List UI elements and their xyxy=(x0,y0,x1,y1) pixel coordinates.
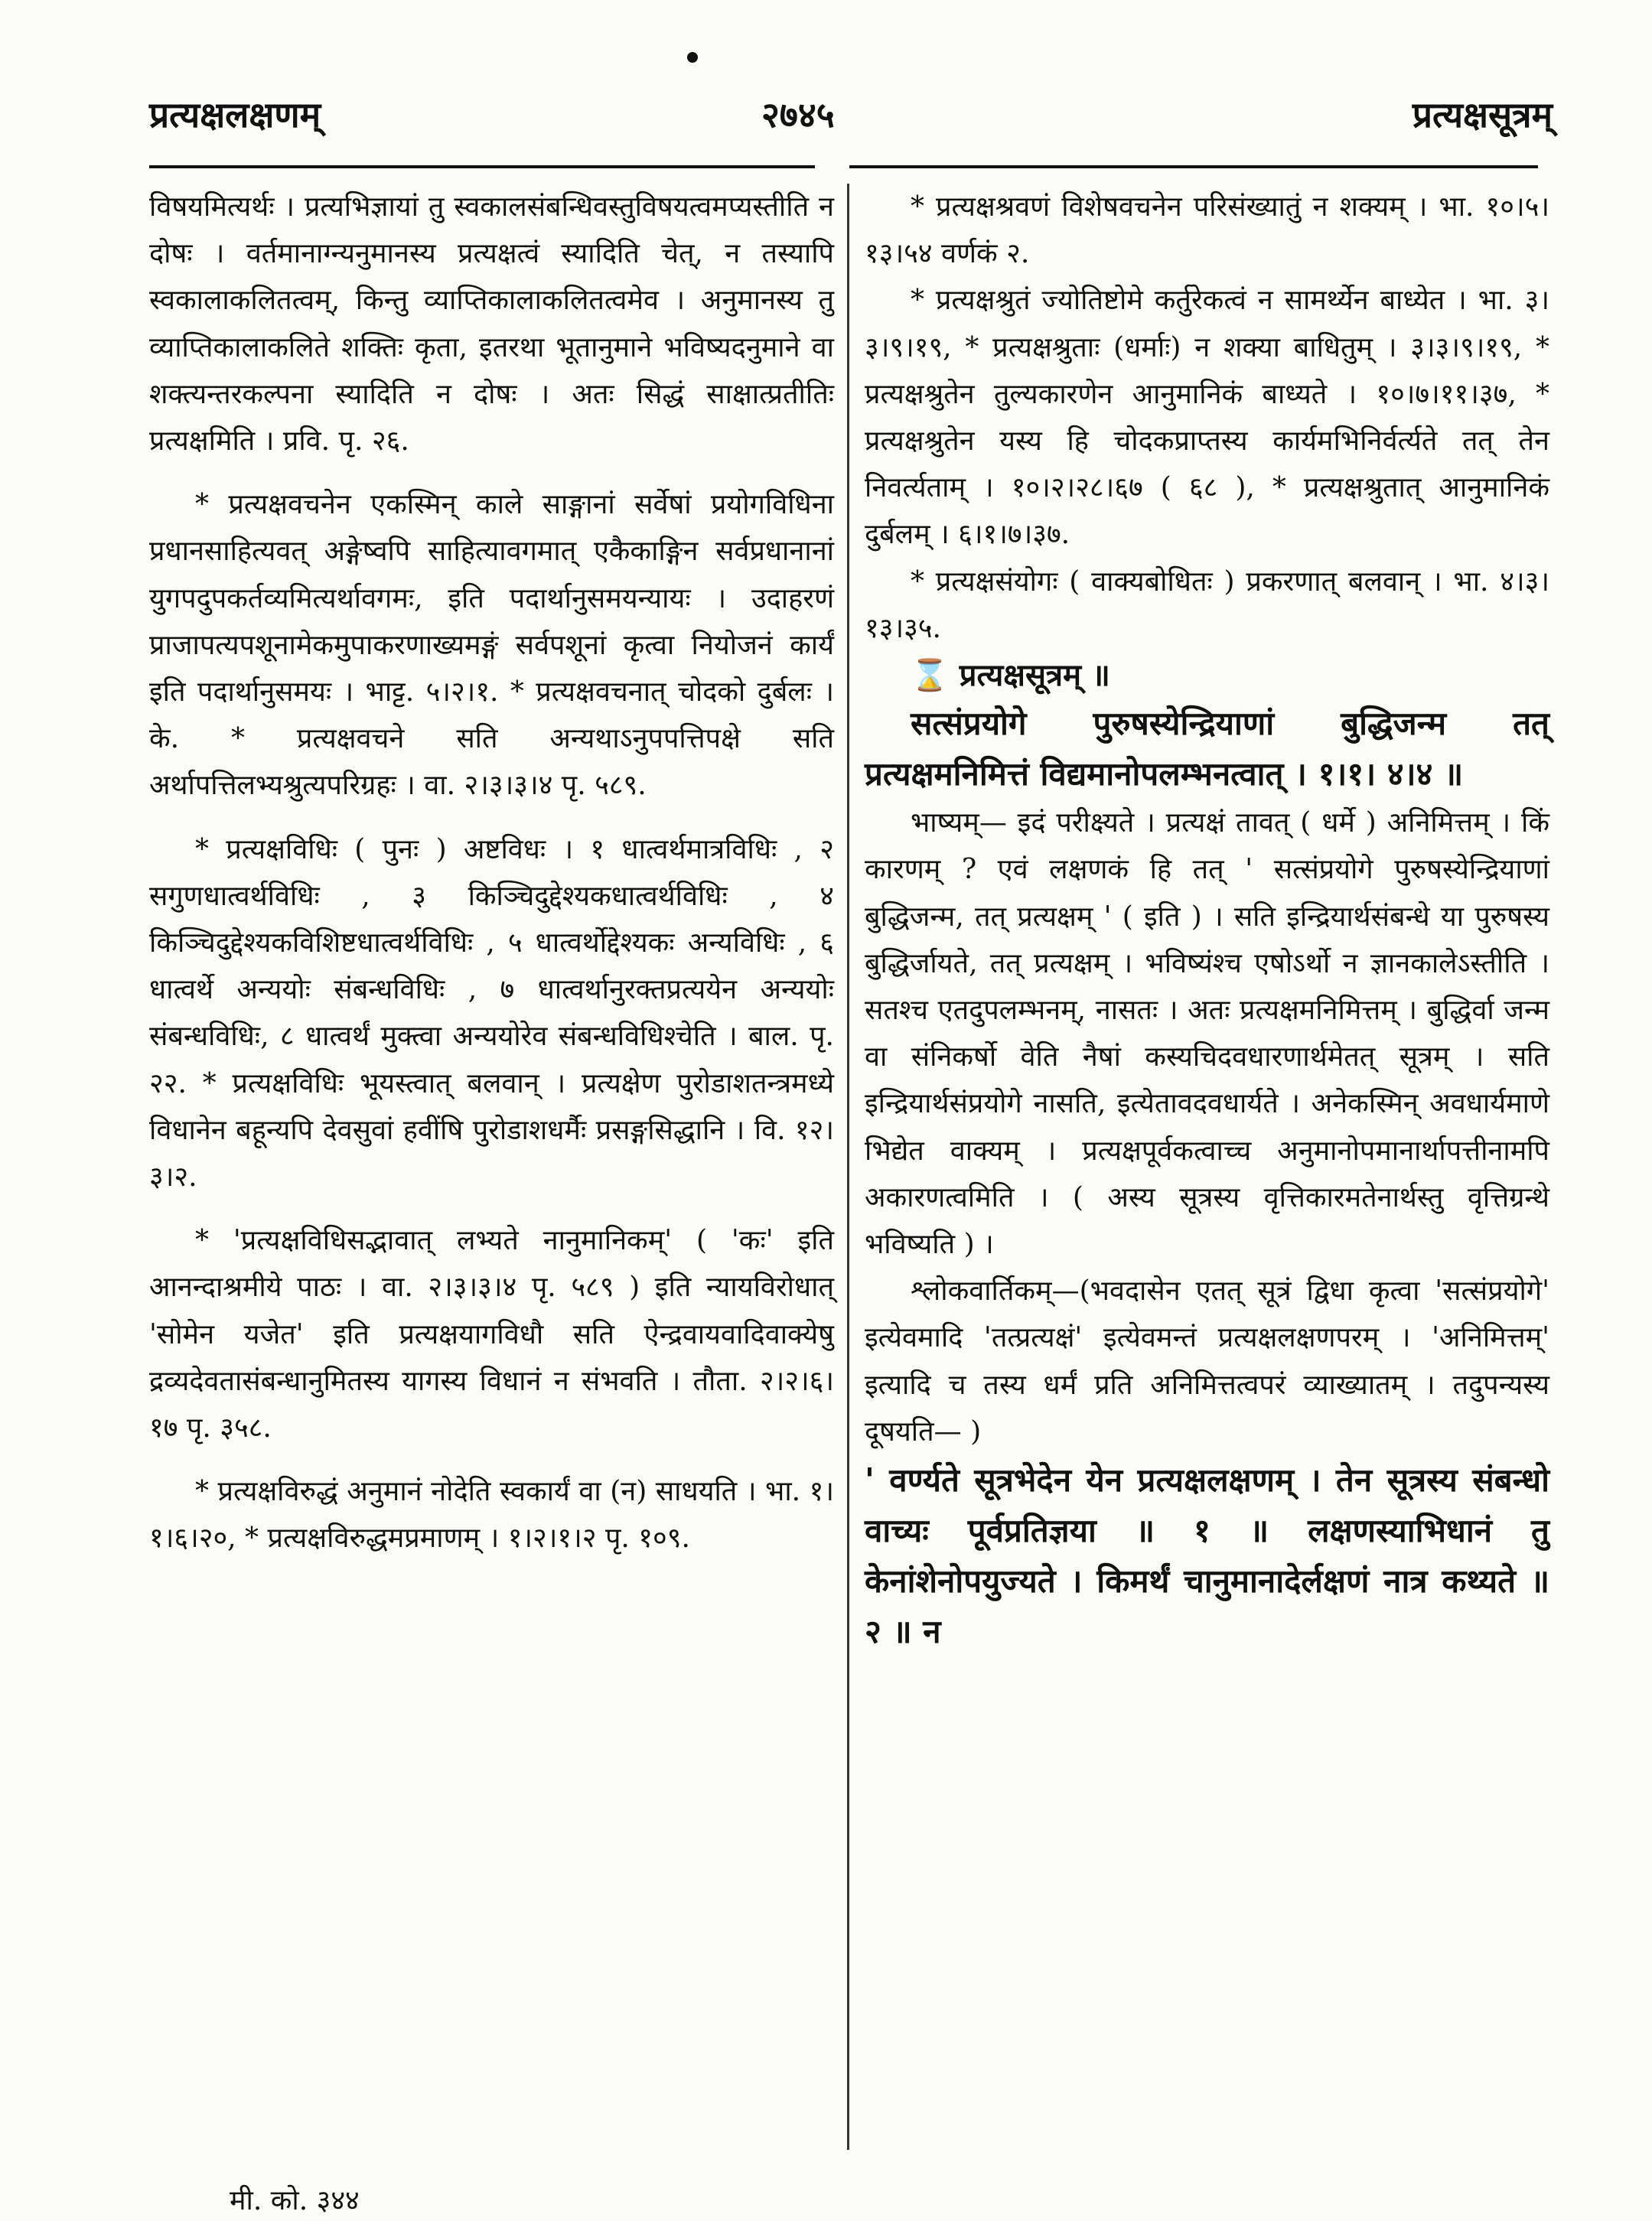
section-heading: ⌛ प्रत्यक्षसूत्रम् ॥ xyxy=(911,657,1110,694)
entry-paragraph: * 'प्रत्यक्षविधिसद्भावात् लभ्यते नानुमानिकम्' ( 'कः' इति आनन्दाश्रमीये पाठः । वा. २।३।३।४ पृ. ५८९ ) इति न्यायविरोधात् 'सोमेन यजेत' इति प्रत्यक्षयागविधौ सति ऐन्द्रवायवादिवाक्येषु द्रव्यदेवतासंबन्धानुमितस्य यागस्य विधानं न संभवति । तौता. २।२।६।१७ पृ. ३५८. xyxy=(149,1225,834,1444)
entry-paragraph: * प्रत्यक्षविधिः ( पुनः ) अष्टविधः । १ धात्वर्थमात्रविधिः , २ सगुणधात्वर्थविधिः , ३ किञ्चिदुद्देश्यकधात्वर्थविधिः , ४ किञ्चिदुद्देश्यकविशिष्टधात्वर्थविधिः , ५ धात्वर्थोद्देश्यकः अन्यविधिः , ६ धात्वर्थे अन्ययोः संबन्धविधिः , ७ धात्वर्थानुरक्तप्रत्ययेन अन्ययोः संबन्धविधिः, ८ धात्वर्थं मुक्त्वा अन्ययोरेव संबन्धविधिश्चेति । बाल. पृ. २२. * प्रत्यक्षविधिः भूयस्त्वात् बलवान् । प्रत्यक्षेण पुरोडाशतन्त्रमध्ये विधानेन बहून्यपि देवसुवां हवींषि पुरोडाशधर्मैः प्रसङ्गसिद्धानि । वि. १२।३।२. xyxy=(149,833,834,1194)
left-column xyxy=(149,184,834,1562)
running-head-right: प्रत्यक्षसूत्रम् xyxy=(1412,94,1553,135)
sutra-text: सत्संप्रयोगे पुरुषस्येन्द्रियाणां बुद्धिजन्म तत् प्रत्यक्षमनिमित्तं विद्यमानोपलम्भनत्वात् । १।१। ४।४ ॥ xyxy=(865,705,1549,793)
header-rule-right xyxy=(849,165,1538,168)
entry-paragraph: * प्रत्यक्षवचनेन एकस्मिन् काले साङ्गानां सर्वेषां प्रयोगविधिना प्रधानसाहित्यवत् अङ्गेष्वपि साहित्यावगमात् एकैकाङ्गिन सर्वप्रधानानां युगपदुपकर्तव्यमित्यर्थावगमः, इति पदार्थानुसमयन्यायः । उदाहरणं प्राजापत्यपशूनामेकमुपाकरणाख्यमङ्गं सर्वपशूनां कृत्वा नियोजनं कार्यं इति पदार्थानुसमयः । भाट्ट. ५।२।१. * प्रत्यक्षवचनात् चोदको दुर्बलः । के. * प्रत्यक्षवचने सति अन्यथाऽनुपपत्तिपक्षे सति अर्थापत्तिलभ्यश्रुत्यपरिग्रहः । वा. २।३।३।४ पृ. ५८९. xyxy=(149,489,834,802)
header-rule-left xyxy=(149,165,815,168)
signature-mark: मी. को. ३४४ xyxy=(230,2185,360,2216)
verse-text: ' वर्ण्यते सूत्रभेदेन येन प्रत्यक्षलक्षणम् । तेन सूत्रस्य संबन्धो वाच्यः पूर्वप्रतिज्ञया ॥ १ ॥ लक्षणस्याभिधानं तु केनांशेनोपयुज्यते । किमर्थं चानुमानादेर्लक्षणं नात्र कथ्यते ॥ २ ॥ न xyxy=(865,1461,1549,1651)
page-dot-mark xyxy=(687,52,698,63)
running-head-left: प्रत्यक्षलक्षणम् xyxy=(149,94,321,135)
entry-paragraph: * प्रत्यक्षविरुद्धं अनुमानं नोदेति स्वकार्यं वा (न) साधयति । भा. १।१।६।२०, * प्रत्यक्षविरुद्धमप्रमाणम् । १।२।१।२ पृ. १०९. xyxy=(149,1476,834,1555)
column-divider xyxy=(847,184,849,2150)
page-number: २७४५ xyxy=(761,94,835,135)
right-column xyxy=(865,184,1549,1657)
bhashya-paragraph: भाष्यम्— इदं परीक्ष्यते । प्रत्यक्षं तावत् ( धर्मे ) अनिमित्तम् । किं कारणम् ? एवं लक्षणकं हि तत् ' सत्संप्रयोगे पुरुषस्येन्द्रियाणां बुद्धिजन्म, तत् प्रत्यक्षम् ' ( इति ) । सति इन्द्रियार्थसंबन्धे या पुरुषस्य बुद्धिर्जायते, तत् प्रत्यक्षम् । भविष्यंश्च एषोऽर्थो न ज्ञानकालेऽस्तीति । सतश्च एतदुपलम्भनम्, नासतः । अतः प्रत्यक्षमनिमित्तम् । बुद्धिर्वा जन्म वा संनिकर्षो वेति नैषां कस्यचिदवधारणार्थमेतत् सूत्रम् । सति इन्द्रियार्थसंप्रयोगे नासति, इत्येतावदवधार्यते । अनेकस्मिन् अवधार्यमाणे भिद्येत वाक्यम् । प्रत्यक्षपूर्वकत्वाच्च अनुमानोपमानार्थापत्तीनामपि अकारणत्वमिति । ( अस्य सूत्रस्य वृत्तिकारमतेनार्थस्तु वृत्तिग्रन्थे भविष्यति ) । xyxy=(865,807,1549,1261)
entry-paragraph: * प्रत्यक्षश्रुतं ज्योतिष्टोमे कर्तुरेकत्वं न सामर्थ्येन बाध्येत । भा. ३।३।९।१९, * प्रत्यक्षश्रुताः (धर्माः) न शक्या बाधितुम् । ३।३।९।१९, * प्रत्यक्षश्रुतेन तुल्यकारणेन आनुमानिकं बाध्यते । १०।७।११।३७, * प्रत्यक्षश्रुतेन यस्य हि चोदकप्राप्तस्य कार्यमभिनिर्वर्त्यते तत् तेन निवर्त्यताम् । १०।२।२८।६७ ( ६८ ), * प्रत्यक्षश्रुतात् आनुमानिकं दुर्बलम् । ६।१।७।३७. xyxy=(865,285,1549,551)
entry-paragraph: विषयमित्यर्थः । प्रत्यभिज्ञायां तु स्वकालसंबन्धिवस्तुविषयत्वमप्यस्तीति न दोषः । वर्तमानाग्न्यनुमानस्य प्रत्यक्षत्वं स्यादिति चेत्, न तस्यापि स्वकालाकलितत्वम्, किन्तु व्याप्तिकालाकलितत्वमेव । अनुमानस्य तु व्याप्तिकालाकलिते शक्तिः कृता, इतरथा भूतानुमाने भविष्यदनुमाने वा शक्त्यन्तरकल्पना स्यादिति न दोषः । अतः सिद्धं साक्षात्प्रतीतिः प्रत्यक्षमिति । प्रवि. पृ. २६. xyxy=(149,191,834,458)
entry-paragraph: * प्रत्यक्षश्रवणं विशेषवचनेन परिसंख्यातुं न शक्यम् । भा. १०।५।१३।५४ वर्णकं २. xyxy=(865,191,1549,270)
entry-paragraph: * प्रत्यक्षसंयोगः ( वाक्यबोधितः ) प्रकरणात् बलवान् । भा. ४।३।१३।३५. xyxy=(865,565,1549,644)
shlokavartika-paragraph: श्लोकवार्तिकम्—(भवदासेन एतत् सूत्रं द्विधा कृत्वा 'सत्संप्रयोगे' इत्येवमादि 'तत्प्रत्यक्षं' इत्येवमन्तं प्रत्यक्षलक्षणपरम् । 'अनिमित्तम्' इत्यादि च तस्य धर्मं प्रति अनिमित्तत्वपरं व्याख्यातम् । तदुपन्यस्य दूषयति— ) xyxy=(865,1275,1549,1448)
